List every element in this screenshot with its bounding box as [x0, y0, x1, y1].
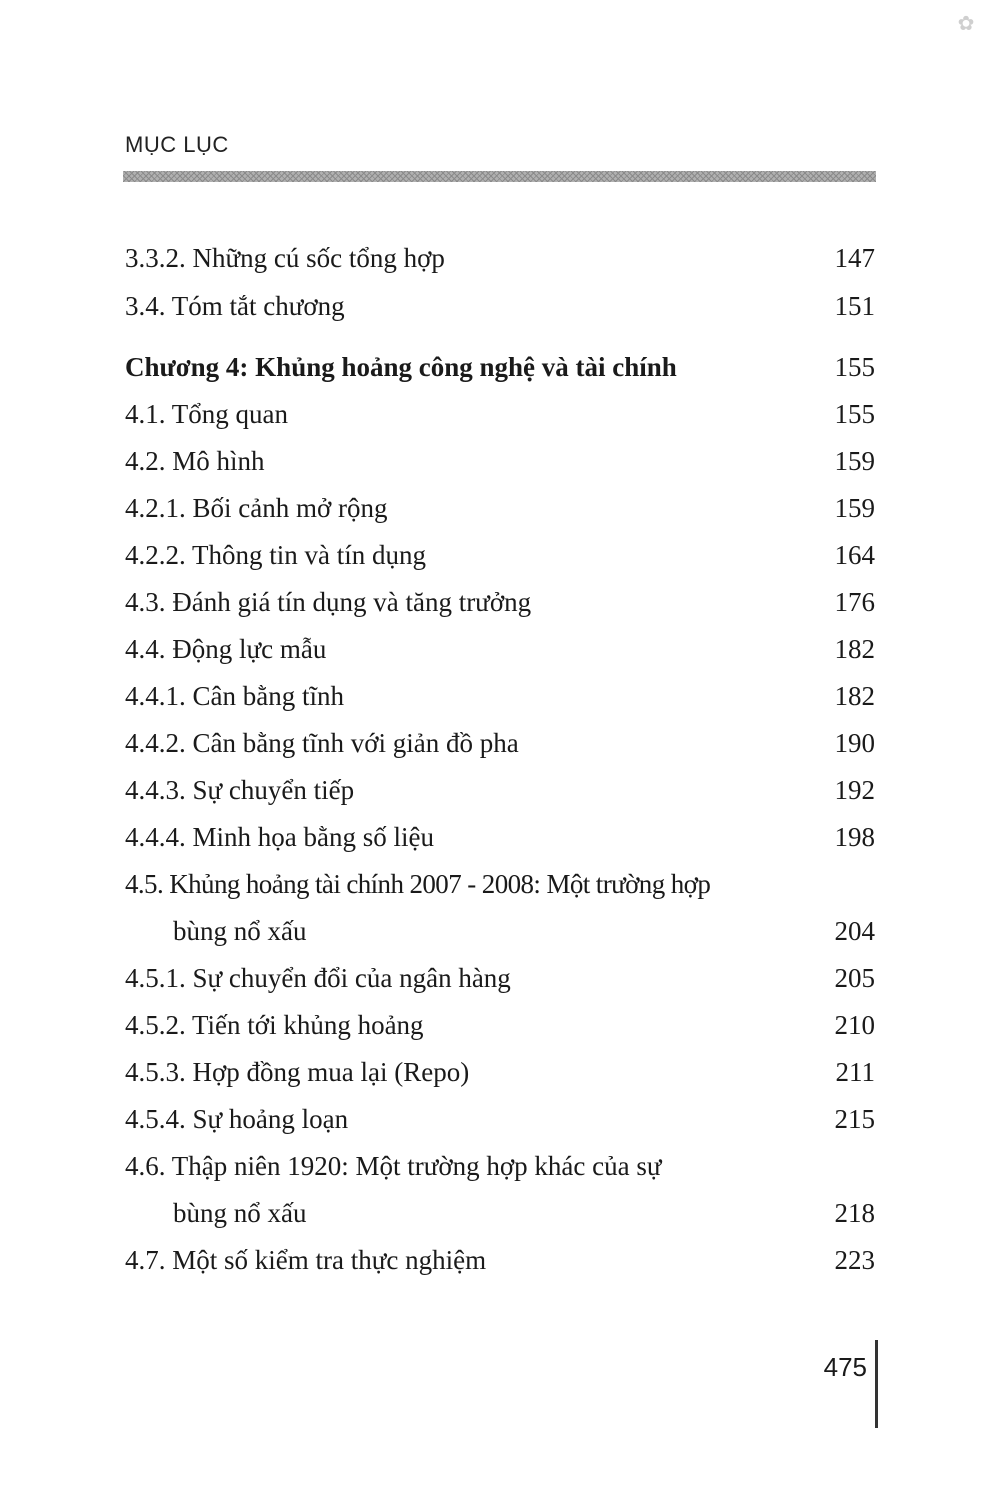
toc-entry[interactable] [125, 629, 875, 669]
toc-entry-title: 4.5.2. Tiến tới khủng hoảng [125, 1010, 424, 1040]
toc-entry[interactable] [125, 238, 875, 278]
toc-entry-page: 210 [834, 1010, 875, 1040]
running-title: MỤC LỤC [125, 132, 229, 157]
toc-entry-title: 4.4.3. Sự chuyển tiếp [125, 775, 355, 805]
toc-entry-title: 4.4.4. Minh họa bằng số liệu [125, 822, 434, 852]
toc-entry-title: 4.4.2. Cân bằng tĩnh với giản đồ pha [125, 728, 519, 758]
toc-entry[interactable] [125, 1052, 875, 1092]
toc-entry-page: 198 [834, 822, 875, 852]
toc-entry-page: 182 [834, 681, 875, 711]
toc-entry-page: 176 [834, 587, 875, 617]
toc-chapter-title: Chương 4: Khủng hoảng công nghệ và tài chính [125, 352, 677, 382]
toc-entry-title: 3.4. Tóm tắt chương [125, 291, 345, 321]
toc-entry-title: 4.5.3. Hợp đồng mua lại (Repo) [125, 1057, 470, 1087]
toc-entry-title-continuation: bùng nổ xấu [173, 916, 307, 946]
toc-entry-title: 4.3. Đánh giá tín dụng và tăng trưởng [125, 587, 532, 617]
toc-entry[interactable] [125, 582, 875, 622]
toc-entry[interactable] [125, 817, 875, 857]
toc-entry[interactable] [125, 723, 875, 763]
toc-entry[interactable] [125, 770, 875, 810]
toc-entry-title: 4.1. Tổng quan [125, 399, 288, 429]
toc-entry-title: 4.7. Một số kiểm tra thực nghiệm [125, 1245, 487, 1275]
toc-entry[interactable] [125, 394, 875, 434]
toc-entry-page: 190 [834, 728, 875, 758]
page-number: 475 [823, 1352, 867, 1382]
toc-entry[interactable] [125, 1240, 875, 1280]
toc-entry-page: 147 [834, 243, 875, 273]
toc-entry[interactable] [125, 1005, 875, 1045]
toc-entry-line-2[interactable] [125, 1193, 875, 1233]
toc-entry-title: 4.6. Thập niên 1920: Một trường hợp khác của sự [125, 1151, 662, 1181]
toc-entry[interactable] [125, 286, 875, 326]
toc-entry-title: 4.2. Mô hình [125, 446, 265, 476]
toc-entry[interactable] [125, 676, 875, 716]
toc-entry-page: 215 [834, 1104, 875, 1134]
toc-entry-title: 4.4.1. Cân bằng tĩnh [125, 681, 344, 711]
toc-entry-page: 164 [834, 540, 875, 570]
page-number-rule [875, 1340, 878, 1428]
toc-entry[interactable] [125, 1099, 875, 1139]
toc-entry-page: 159 [834, 493, 875, 523]
toc-entry-title: 4.5.1. Sự chuyển đổi của ngân hàng [125, 963, 511, 993]
toc-entry-page: 155 [834, 352, 875, 382]
toc-entry[interactable] [125, 441, 875, 481]
toc-entry[interactable] [125, 958, 875, 998]
toc-entry-page: 155 [834, 399, 875, 429]
toc-entry[interactable] [125, 535, 875, 575]
toc-entry-line-1[interactable] [125, 864, 875, 904]
toc-chapter-heading[interactable] [125, 347, 875, 387]
toc-entry-title-continuation: bùng nổ xấu [173, 1198, 307, 1228]
toc-entry[interactable] [125, 488, 875, 528]
toc-entry-page: 192 [834, 775, 875, 805]
toc-entry-page: 205 [834, 963, 875, 993]
toc-entry-title: 4.5.4. Sự hoảng loạn [125, 1104, 349, 1134]
toc-entry-title: 4.2.2. Thông tin và tín dụng [125, 540, 426, 570]
toc-entry-page: 159 [834, 446, 875, 476]
toc-entry-page: 211 [835, 1057, 875, 1087]
toc-entry-page: 204 [834, 916, 875, 946]
toc-entry-page: 151 [834, 291, 875, 321]
toc-entry-title: 3.3.2. Những cú sốc tổng hợp [125, 243, 445, 273]
toc-entry-page: 182 [834, 634, 875, 664]
toc-entry-line-1[interactable] [125, 1146, 875, 1186]
flower-icon: ✿ [957, 11, 975, 35]
toc-entry-title: 4.4. Động lực mẫu [125, 634, 327, 664]
header-divider [123, 171, 876, 182]
toc-entry-title: 4.2.1. Bối cảnh mở rộng [125, 493, 388, 523]
toc-entry-line-2[interactable] [125, 911, 875, 951]
toc-entry-page: 223 [834, 1245, 875, 1275]
toc-entry-page: 218 [834, 1198, 875, 1228]
toc-entry-title: 4.5. Khủng hoảng tài chính 2007 - 2008: Một trường hợp [125, 869, 711, 899]
